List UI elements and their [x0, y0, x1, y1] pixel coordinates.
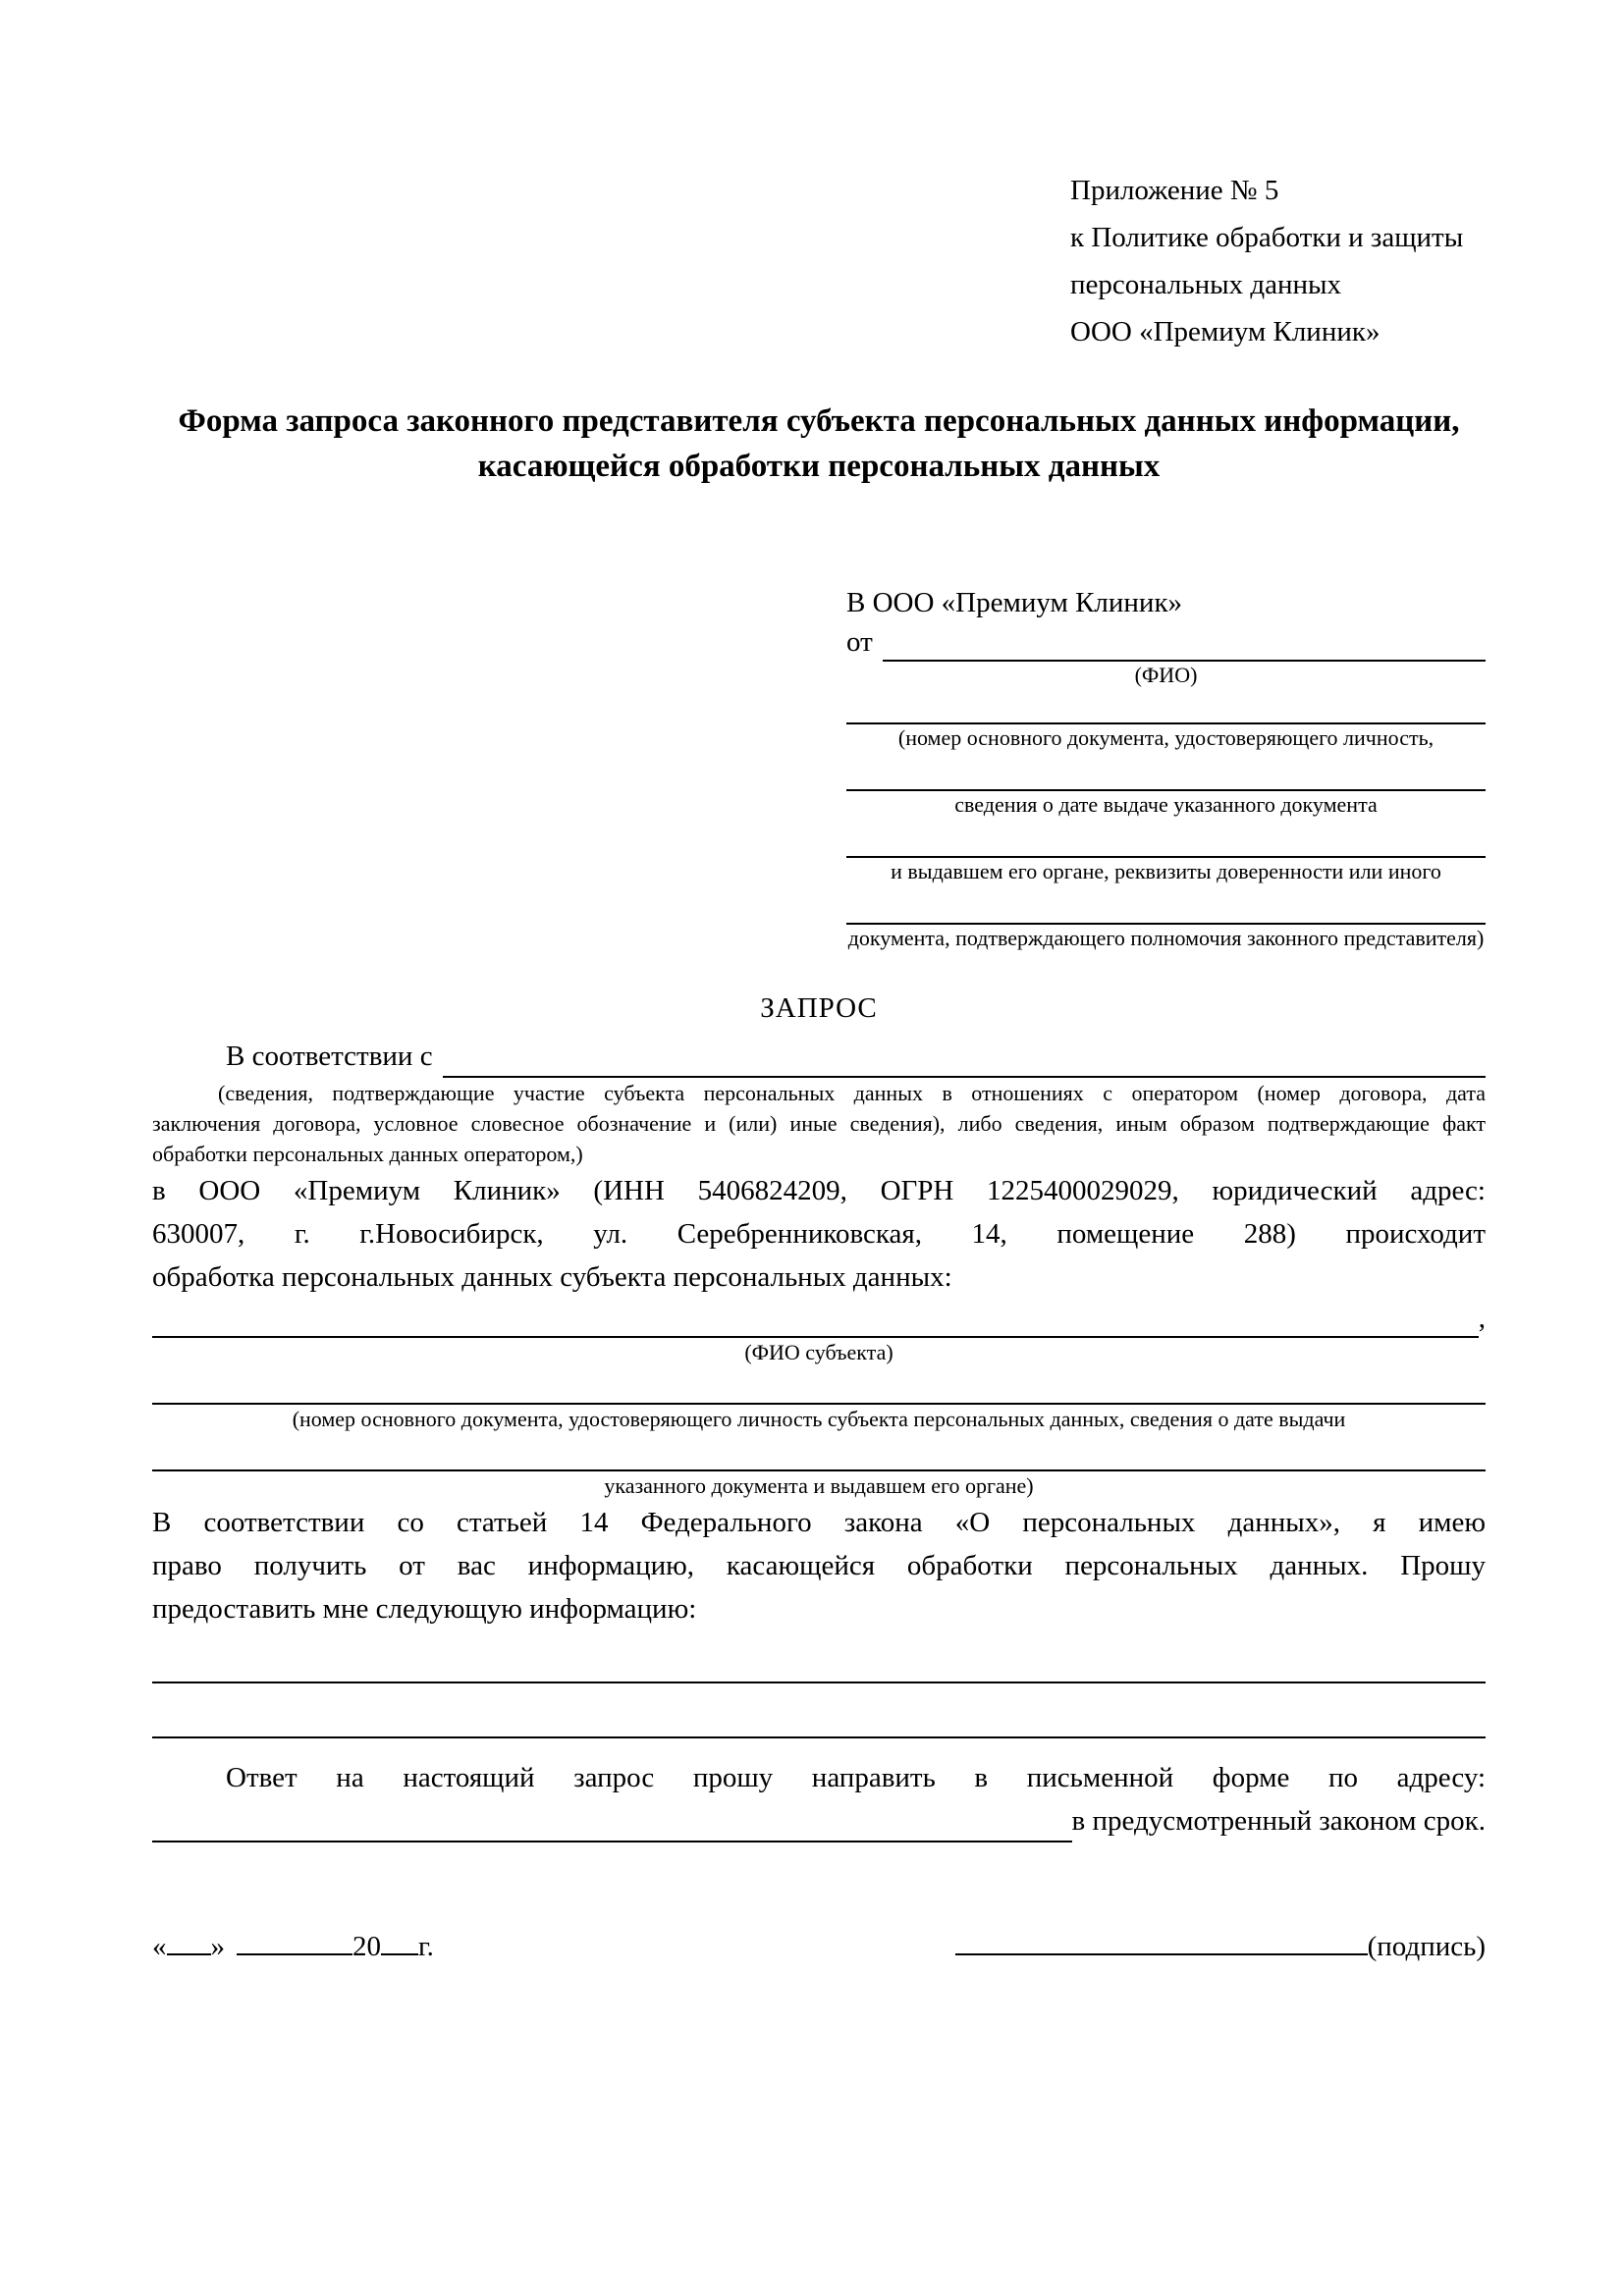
- field-caption: и выдавшем его органе, реквизиты доверенности или иного: [891, 859, 1441, 883]
- accordance-caption-line: (сведения, подтверждающие участие субъекта персональных данных в отношениях с оператором (номер договора, дата: [218, 1081, 1486, 1105]
- accordance-caption-line: заключения договора, условное словесное обозначение и (или) иные сведения), либо сведения, иным образом подтверждающие факт: [152, 1111, 1486, 1136]
- operator-paragraph: [152, 1169, 1486, 1299]
- to-organization-line: В ООО «Премиум Клиник»: [846, 587, 1183, 618]
- field-caption: (номер основного документа, удостоверяющего личность,: [897, 725, 1435, 750]
- requested-info-blank-line: [152, 1683, 1486, 1738]
- requested-info-blank-line: [152, 1636, 1486, 1683]
- authority-document-blank-line: [846, 885, 1486, 925]
- from-row: [846, 622, 1486, 662]
- operator-paragraph-line: обработка персональных данных субъекта персональных данных:: [152, 1261, 952, 1293]
- signature-field: [955, 1925, 1486, 1968]
- subject-doc-blank-line: [152, 1434, 1486, 1471]
- appendix-header-line: к Политике обработки и защиты: [1070, 222, 1464, 253]
- issue-date-blank-line: [846, 752, 1486, 791]
- year-prefix: 20: [352, 1931, 381, 1962]
- reply-paragraph: Ответ на настоящий запрос прошу направить в письменной форме по адресу:: [226, 1762, 1486, 1793]
- law-paragraph-line: право получить от вас информацию, касающейся обработки персональных данных. Прошу: [152, 1550, 1486, 1581]
- from-label: от: [846, 626, 873, 658]
- fio-caption: (ФИО): [1134, 663, 1198, 687]
- day-blank-line: [167, 1953, 211, 1955]
- subject-doc-caption: указанного документа и выдавшем его органе): [604, 1473, 1034, 1498]
- accordance-caption-line: обработки персональных данных оператором,): [152, 1142, 583, 1166]
- date-field: [152, 1925, 434, 1968]
- appendix-header-line: Приложение № 5: [1070, 175, 1279, 206]
- law-paragraph-line: В соответствии со статьей 14 Федерального закона «О персональных данных», я имею: [152, 1507, 1486, 1538]
- subject-fio-caption: (ФИО субъекта): [744, 1340, 893, 1364]
- request-heading: ЗАПРОС: [760, 992, 878, 1024]
- appendix-header-line: персональных данных: [1070, 269, 1342, 300]
- date-quote-open: «: [152, 1931, 167, 1962]
- subject-fio-blank-line: [152, 1307, 1479, 1338]
- addressee-block: [846, 583, 1486, 952]
- reply-tail: в предусмотренный законом срок.: [1071, 1805, 1486, 1837]
- appendix-header-line: ООО «Премиум Клиник»: [1070, 316, 1380, 347]
- appendix-header: [1070, 167, 1486, 355]
- document-number-blank-line: [846, 689, 1486, 724]
- accordance-label: В соответствии с: [226, 1041, 433, 1072]
- field-caption: документа, подтверждающего полномочия законного представителя): [847, 926, 1485, 950]
- subject-doc-blank-line: [152, 1367, 1486, 1405]
- accordance-caption: [152, 1078, 1486, 1169]
- accordance-row: [152, 1035, 1486, 1078]
- date-quote-close: »: [210, 1931, 225, 1962]
- reply-address-blank-line: [152, 1805, 1072, 1842]
- subject-fio-comma: ,: [1478, 1303, 1486, 1334]
- subject-fio-row: [152, 1299, 1486, 1338]
- operator-paragraph-line: 630007, г. г.Новосибирск, ул. Серебренниковская, 14, помещение 288) происходит: [152, 1218, 1486, 1250]
- field-caption: сведения о дате выдаче указанного документа: [954, 792, 1378, 817]
- month-blank-line: [237, 1953, 352, 1955]
- signature-blank-line: [955, 1953, 1368, 1955]
- issuing-authority-blank-line: [846, 819, 1486, 858]
- year-blank-line: [381, 1953, 418, 1955]
- subject-doc-caption: (номер основного документа, удостоверяющего личность субъекта персональных данных, сведения о дате выдачи: [292, 1407, 1346, 1431]
- reply-address-row: [152, 1799, 1486, 1842]
- document-title: Форма запроса законного представителя субъекта персональных данных информации, касающейся обработки персональных данных: [178, 403, 1460, 484]
- operator-paragraph-line: в ООО «Премиум Клиник» (ИНН 5406824209, ОГРН 1225400029029, юридический адрес:: [152, 1175, 1486, 1206]
- law-paragraph-line: предоставить мне следующую информацию:: [152, 1593, 697, 1625]
- law-paragraph: [152, 1501, 1486, 1630]
- date-signature-row: [152, 1925, 1486, 1968]
- signature-caption: (подпись): [1367, 1931, 1486, 1962]
- year-suffix: г.: [418, 1931, 434, 1962]
